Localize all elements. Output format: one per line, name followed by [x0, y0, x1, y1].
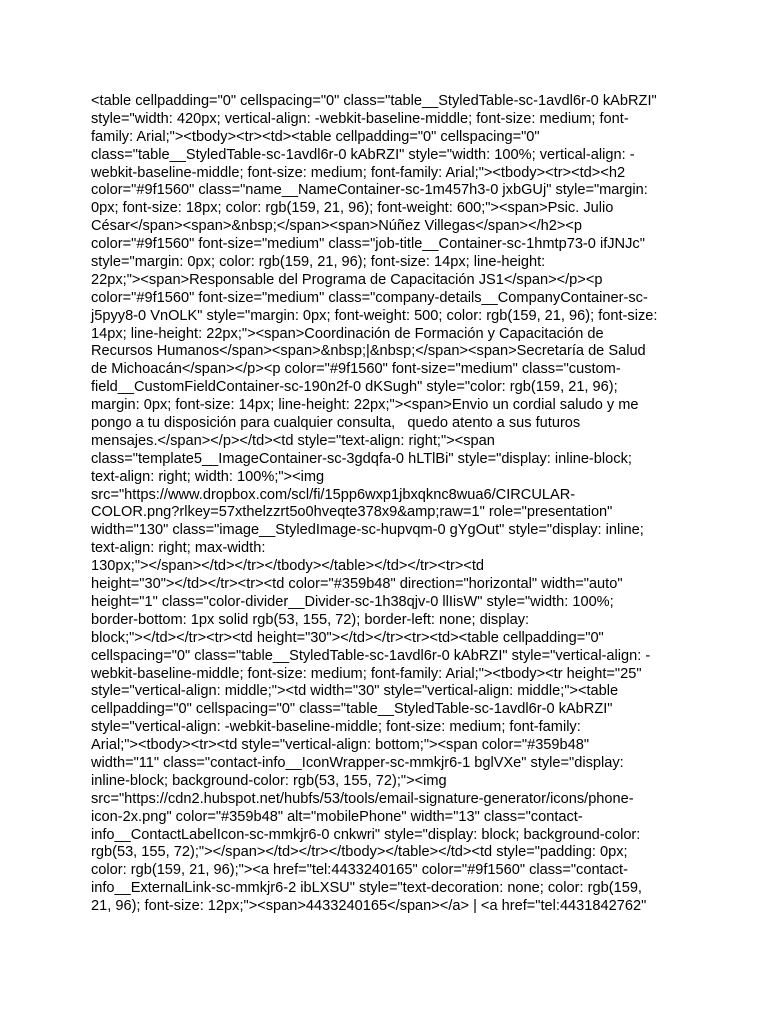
text-line: color: rgb(159, 21, 96);"><a href="tel:4433240165" color="#9f1560" class="contact-	[91, 862, 628, 879]
text-line: width="130" class="image__StyledImage-sc-hupvqm-0 gYgOut" style="display: inline;	[91, 522, 644, 539]
text-line: j5pyy8-0 VnOLK" style="margin: 0px; font-weight: 500; color: rgb(159, 21, 96); font-size:	[91, 307, 658, 324]
text-line: inline-block; background-color: rgb(53, 155, 72);"><img	[91, 772, 447, 789]
document-body	[91, 93, 681, 916]
text-line: info__ExternalLink-sc-mmkjr6-2 ibLXSU" style="text-decoration: none; color: rgb(159,	[91, 880, 642, 897]
text-line: field__CustomFieldContainer-sc-190n2f-0 dKSugh" style="color: rgb(159, 21, 96);	[91, 379, 618, 396]
text-line: webkit-baseline-middle; font-size: medium; font-family: Arial;"><tbody><tr><td><h2	[91, 164, 626, 181]
text-line: rgb(53, 155, 72);"></span></td></tr></tbody></table></td><td style="padding: 0px;	[91, 844, 628, 861]
text-line: height="1" class="color-divider__Divider-sc-1h38qjv-0 llIisW" style="width: 100%;	[91, 593, 614, 610]
text-line: color="#9f1560" class="name__NameContainer-sc-1m457h3-0 jxbGUj" style="margin:	[91, 182, 648, 199]
text-line: icon-2x.png" color="#359b48" alt="mobilePhone" width="13" class="contact-	[91, 808, 583, 825]
text-line: cellpadding="0" cellspacing="0" class="table__StyledTable-sc-1avdl6r-0 kAbRZI"	[91, 701, 613, 718]
text-line: block;"></td></tr><tr><td height="30"></td></tr><tr><td><table cellpadding="0"	[91, 629, 604, 646]
text-line: César</span><span>&nbsp;</span><span>Núñez Villegas</span></h2><p	[91, 218, 583, 235]
text-line: style="vertical-align: -webkit-baseline-middle; font-size: medium; font-family:	[91, 719, 581, 736]
text-line: cellspacing="0" class="table__StyledTable-sc-1avdl6r-0 kAbRZI" style="vertical-align: -	[91, 647, 651, 664]
text-line: family: Arial;"><tbody><tr><td><table cellpadding="0" cellspacing="0"	[91, 128, 540, 145]
text-line: src="https://cdn2.hubspot.net/hubfs/53/tools/email-signature-generator/icons/phone-	[91, 790, 634, 807]
text-block	[91, 93, 681, 916]
text-line: 0px; font-size: 18px; color: rgb(159, 21, 96); font-weight: 600;"><span>Psic. Julio	[91, 200, 614, 217]
text-line: 22px;"><span>Responsable del Programa de Capacitación JS1</span></p><p	[91, 271, 603, 288]
text-line: 130px;"></span></td></tr></tbody></table></td></tr><tr><td	[91, 558, 485, 575]
text-line: style="margin: 0px; color: rgb(159, 21, 96); font-size: 14px; line-height:	[91, 254, 546, 271]
text-line: 21, 96); font-size: 12px;"><span>4433240165</span></a> | <a href="tel:4431842762"	[91, 898, 647, 915]
text-line: de Michoacán</span></p><p color="#9f1560" font-size="medium" class="custom-	[91, 361, 621, 378]
text-line: Arial;"><tbody><tr><td style="vertical-align: bottom;"><span color="#359b48"	[91, 737, 590, 754]
text-line: style="width: 420px; vertical-align: -webkit-baseline-middle; font-size: medium; font-	[91, 110, 629, 127]
text-line: COLOR.png?rlkey=57xthelzzrt5o0hveqte378x9&amp;raw=1" role="presentation"	[91, 504, 613, 521]
text-line: text-align: right; width: 100%;"><img	[91, 468, 325, 485]
text-line: Recursos Humanos</span><span>&nbsp;|&nbsp;</span><span>Secretaría de Salud	[91, 343, 646, 360]
text-line: info__ContactLabelIcon-sc-mmkjr6-0 cnkwri" style="display: block; background-color:	[91, 826, 641, 843]
text-line: mensajes.</span></p></td><td style="text-align: right;"><span	[91, 432, 495, 449]
text-line: pongo a tu disposición para cualquier consulta, quedo atento a sus futuros	[91, 415, 581, 432]
text-line: <table cellpadding="0" cellspacing="0" class="table__StyledTable-sc-1avdl6r-0 kAbRZI"	[91, 93, 657, 109]
text-line: margin: 0px; font-size: 14px; line-height: 22px;"><span>Envio un cordial saludo y me	[91, 397, 639, 414]
text-line: class="template5__ImageContainer-sc-3gdqfa-0 hLTlBi" style="display: inline-block;	[91, 450, 632, 467]
text-line: class="table__StyledTable-sc-1avdl6r-0 kAbRZI" style="width: 100%; vertical-align: -	[91, 146, 635, 163]
text-line: border-bottom: 1px solid rgb(53, 155, 72); border-left: none; display:	[91, 611, 530, 628]
text-line: color="#9f1560" font-size="medium" class="job-title__Container-sc-1hmtp73-0 ifJNJc"	[91, 236, 645, 253]
text-line: text-align: right; max-width:	[91, 540, 266, 557]
text-line: color="#9f1560" font-size="medium" class="company-details__CompanyContainer-sc-	[91, 289, 648, 306]
text-line: style="vertical-align: middle;"><td width="30" style="vertical-align: middle;"><table	[91, 683, 619, 700]
text-line: src="https://www.dropbox.com/scl/fi/15pp6wxp1jbxqknc8wua6/CIRCULAR-	[91, 486, 576, 503]
text-line: 14px; line-height: 22px;"><span>Coordinación de Formación y Capacitación de	[91, 325, 604, 342]
text-line: width="11" class="contact-info__IconWrapper-sc-mmkjr6-1 bglVXe" style="display:	[91, 754, 624, 771]
text-line: webkit-baseline-middle; font-size: medium; font-family: Arial;"><tbody><tr height="25"	[91, 665, 642, 682]
text-line: height="30"></td></tr><tr><td color="#359b48" direction="horizontal" width="auto"	[91, 576, 623, 593]
